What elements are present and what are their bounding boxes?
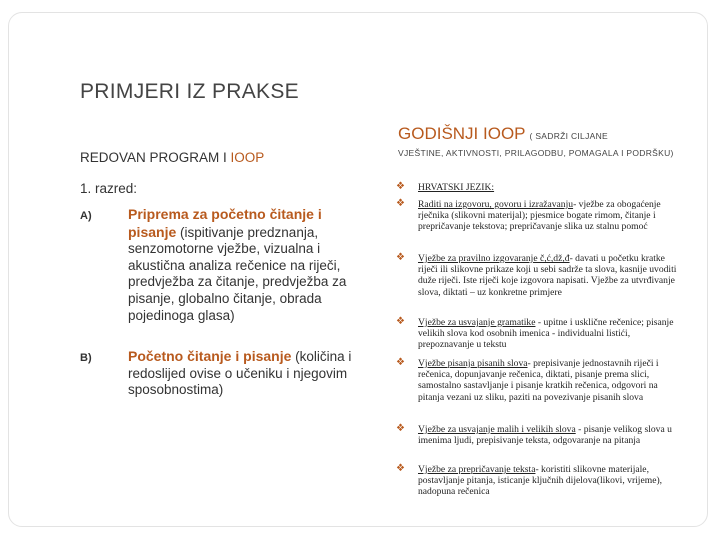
bullet-text: - pisanje velikog slova u imenima ljudi, prepisivanje teksta, odgovaranje na pitanja (418, 424, 672, 447)
left-item-a (80, 206, 360, 324)
bullet-text: - prepisivanje jednostavnih riječi i rečenica, dopunjavanje rečenica, diktati, pisanje prema slici, samostalno sastavljanje i pisanje kratkih rečenica, odgovori na pitanja vezani uz sliku, paziti na povezivanje pisanih slova (418, 358, 659, 403)
bullet-underlined: Vježbe za usvajanje malih i velikih slova (418, 424, 576, 435)
item-marker: A) (80, 210, 92, 222)
bullet-text: - vježbe za obogaćenje rječnika (slikovni materijal); pjesmice bogate rimom, čitanje i prepričavanje tekstova; prepričavanje slika uz stalnu pomoć (418, 199, 661, 233)
diamond-bullet-icon: ❖ (396, 357, 405, 368)
right-heading-main: GODIŠNJI IOOP (398, 124, 526, 143)
grade-label: 1. razred: (80, 181, 138, 196)
diamond-bullet-icon: ❖ (396, 463, 405, 474)
right-heading (398, 124, 698, 159)
slide-title: PRIMJERI IZ PRAKSE (80, 80, 299, 103)
diamond-bullet-icon: ❖ (396, 181, 405, 192)
bullet-item (396, 424, 686, 446)
bullet-text: - davati u početku kratke riječi ili slikovne prikaze koji u sebi sadrže ta slova, kasnije uvoditi duže riječi. Iste riječi koje izgovora napisati. Vježbe za utvrđivanje slova, diktati – uz konkretne primjere (418, 253, 677, 298)
diamond-bullet-icon: ❖ (396, 423, 405, 434)
bullet-text: - upitne i usklične rečenice; pisanje velikih slova kod osobnih imenica - individualni listići, prepoznavanje u tekstu (418, 317, 674, 351)
left-heading-highlight: IOOP (230, 150, 265, 165)
bullet-underlined: Vježbe pisanja pisanih slova (418, 358, 528, 369)
bullet-item (396, 464, 686, 498)
bullet-item (396, 199, 686, 233)
item-text: (količina i redoslijed ovise o učeniku i njegovim sposobnostima) (128, 349, 352, 398)
bullet-text: - koristiti slikovne materijale, postavljanje pitanja, isticanje ključnih dijelova(likovi, vrijeme), nadopuna rečenica (418, 464, 663, 498)
bullet-item (396, 317, 686, 351)
diamond-bullet-icon: ❖ (396, 252, 405, 263)
diamond-bullet-icon: ❖ (396, 198, 405, 209)
left-heading (80, 150, 264, 165)
right-heading-sub2: VJEŠTINE, AKTIVNOSTI, PRILAGODBU, POMAGALA I PODRŠKU) (398, 148, 674, 158)
bullet-underlined: Vježbe za prepričavanje teksta (418, 464, 536, 475)
left-item-b (80, 348, 360, 399)
item-highlight: Početno čitanje i pisanje (128, 348, 292, 364)
item-marker: B) (80, 352, 92, 364)
bullet-underlined: HRVATSKI JEZIK: (418, 182, 495, 193)
item-text: (ispitivanje predznanja, senzomotorne vježbe, vizualna i akustična analiza rečenice na riječi, predvježba za čitanje, predvježba za pisanje, globalno čitanje, obrada pojedinoga glasa) (128, 224, 347, 323)
bullet-item (396, 358, 686, 403)
right-heading-sub1: ( SADRŽI CILJANE (529, 131, 609, 141)
diamond-bullet-icon: ❖ (396, 316, 405, 327)
item-highlight: Priprema za početno čitanje i pisanje (128, 206, 322, 240)
bullet-underlined: Raditi na izgovoru, govoru i izražavanju (418, 199, 574, 210)
left-heading-main: REDOVAN PROGRAM I (80, 150, 231, 165)
bullet-underlined: Vježbe za pravilno izgovaranje č,ć,dž,đ (418, 253, 570, 264)
bullet-underlined: Vježbe za usvajanje gramatike (418, 317, 536, 328)
bullet-item (396, 182, 686, 193)
bullet-item (396, 253, 686, 298)
